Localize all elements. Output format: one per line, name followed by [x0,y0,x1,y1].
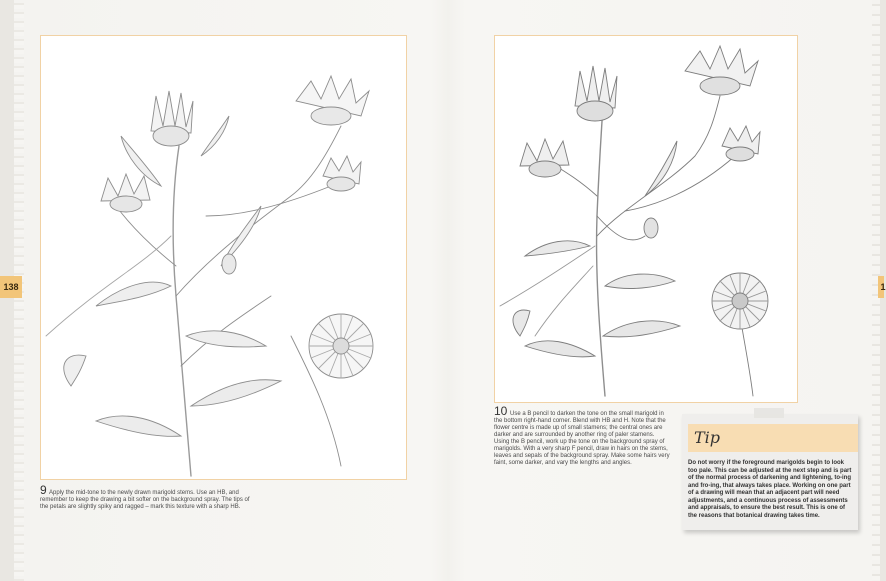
tip-box [682,414,858,530]
page-number-right-text: 1 [880,282,886,292]
illustration-step-10 [494,35,798,403]
page-number-right [878,276,884,298]
marigold-drawing-right [495,36,797,402]
illustration-step-9 [40,35,407,480]
step-10-number: 10 [494,404,508,418]
step-10-caption [494,404,670,467]
step-9-number: 9 [40,483,47,497]
step-9-text: Apply the mid-tone to the newly drawn marigold stems. Use an HB, and remember to keep the drawing a bit softer on the background spray. The tips of the petals are slightly spiky and ragged – mark this texture with a sharp HB. [40,490,250,510]
tip-body: Do not worry if the foreground marigolds begin to look too pale. This can be adjusted at the next step and is part of the normal process of darkening and lightening, to-ing and fro-ing, that always takes place. Working on one part of a drawing will mean that an adjacent part will need adjustments, and a continuous process of assessments and appraisals, to ensure the best result. This is one of the reasons that botanical drawing takes time. [688,460,852,519]
step-10-text: Use a B pencil to darken the tone on the small marigold in the bottom right-hand corner. Blend with HB and H. Note that the flower centre is made up of small stamens; the central ones are darker and are surrounded by another ring of paler stamens. Using the B pencil, work up the tone on the background spray of marigolds. With a very sharp F pencil, draw in hairs on the stems, leaves and sepals of the background spray. Make some hairs very faint, some darker, and vary the lengths and angles. [494,411,670,466]
tip-tape [754,408,784,418]
tip-title: Tip [688,424,858,452]
page-number-left: 138 [0,276,22,298]
marigold-drawing-left [41,36,406,479]
step-9-caption [40,483,258,511]
